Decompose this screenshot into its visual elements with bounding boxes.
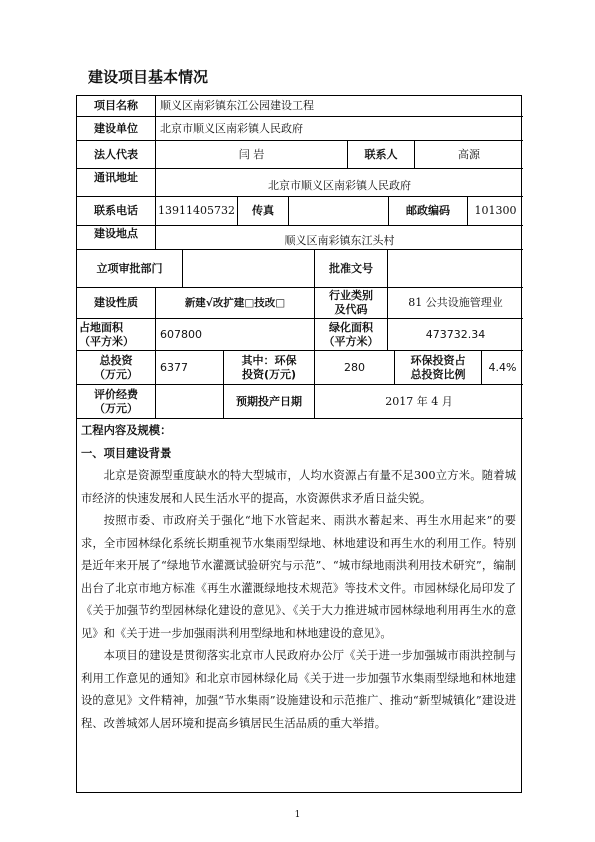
approval-doc-value — [388, 250, 523, 287]
paragraph: 本项目的建设是贯彻落实北京市人民政府办公厅《关于进一步加强城市雨洪控制与利用工作意见的通知》和北京市园林绿化局《关于进一步加强节水集雨型绿地和林地建设的意见》文件精神，加强“节水集雨”设施建设和示范推广、推动“新型城镇化”建设进程、改善城郊人居环境和提高乡镇居民生活品质的重大举措。 — [81, 649, 516, 730]
eval-fee-label: 评价经费 （万元） — [94, 387, 138, 415]
commission-date-value: 2017 年 4 月 — [385, 394, 453, 408]
address-value: 北京市顺义区南彩镇人民政府 — [268, 179, 411, 192]
total-investment-label: 总投资 （万元） — [94, 353, 138, 381]
phone-label: 联系电话 — [94, 204, 138, 217]
approval-doc-label: 批准文号 — [329, 261, 373, 275]
env-ratio-value: 4.4% — [488, 360, 517, 374]
green-area-value: 473732.34 — [425, 327, 486, 341]
location-label: 建设地点 — [94, 227, 138, 240]
industry-label: 行业类别 及代码 — [329, 289, 373, 316]
postcode-value: 101300 — [474, 204, 517, 217]
paragraph: 北京是资源型重度缺水的特大型城市，人均水资源占有量不足300立方米。随着城市经济的快速发展和人民生活水平的提高，水资源供求矛盾日益尖锐。 — [81, 469, 516, 505]
nature-label: 建设性质 — [94, 296, 138, 309]
page-title: 建设项目基本情况 — [88, 68, 209, 86]
address-label: 通讯地址 — [94, 171, 138, 184]
legal-rep-label: 法人代表 — [94, 147, 138, 161]
legal-rep-value: 闫 岩 — [238, 147, 265, 161]
commission-date-label: 预期投产日期 — [236, 394, 302, 408]
project-name-value: 顺义区南彩镇东江公园建设工程 — [160, 99, 314, 112]
builder-value: 北京市顺义区南彩镇人民政府 — [160, 121, 303, 135]
industry-value: 81 公共设施管理业 — [408, 296, 503, 309]
paragraph: 按照市委、市政府关于强化“地下水管起来、雨洪水蓄起来、再生水用起来”的要求，全市园林绿化系统长期重视节水集雨型绿地、林地建设和再生水的利用工作。特别是近年来开展了“绿地节水灌溉试验研究与示范”、“城市绿地雨洪利用技术研究”，编制出台了北京市地方标准《再生水灌溉绿地技术规范》等技术文件。市园林绿化局印发了《关于加强节约型园林绿化建设的意见》、《关于大力推进城市园林绿地利用再生水的意见》和《关于进一步加强雨洪利用型绿地和林地建设的意见》。 — [81, 514, 516, 640]
env-investment-value: 280 — [344, 360, 365, 374]
section-heading: 一、项目建设背景 — [81, 446, 172, 460]
content-heading: 工程内容及规模： — [81, 424, 172, 437]
contact-value: 高源 — [458, 147, 480, 161]
green-area-label: 绿化面积 （平方米） — [323, 320, 379, 348]
env-investment-label: 其中：环保 投资(万元) — [241, 353, 297, 381]
project-content — [77, 420, 523, 735]
postcode-label: 邮政编码 — [406, 204, 450, 217]
project-info-form — [76, 95, 522, 793]
fax-label: 传真 — [252, 204, 274, 217]
approval-dept-label: 立项审批部门 — [96, 261, 163, 275]
fax-value — [289, 197, 388, 225]
builder-label: 建设单位 — [94, 121, 138, 135]
project-name-label: 项目名称 — [94, 99, 138, 112]
nature-value: 新建√改扩建□技改□ — [184, 297, 286, 309]
approval-dept-value — [183, 250, 314, 287]
env-ratio-label: 环保投资占 总投资比例 — [410, 353, 466, 381]
total-investment-value: 6377 — [160, 360, 188, 374]
contact-label: 联系人 — [364, 147, 398, 161]
land-area-label: 占地面积 （平方米） — [79, 320, 134, 348]
eval-fee-value — [156, 385, 223, 418]
location-value: 顺义区南彩镇东江头村 — [284, 233, 395, 247]
land-area-value: 607800 — [160, 327, 202, 341]
phone-value: 13911405732 — [158, 204, 235, 217]
page-number: 1 — [294, 810, 301, 820]
